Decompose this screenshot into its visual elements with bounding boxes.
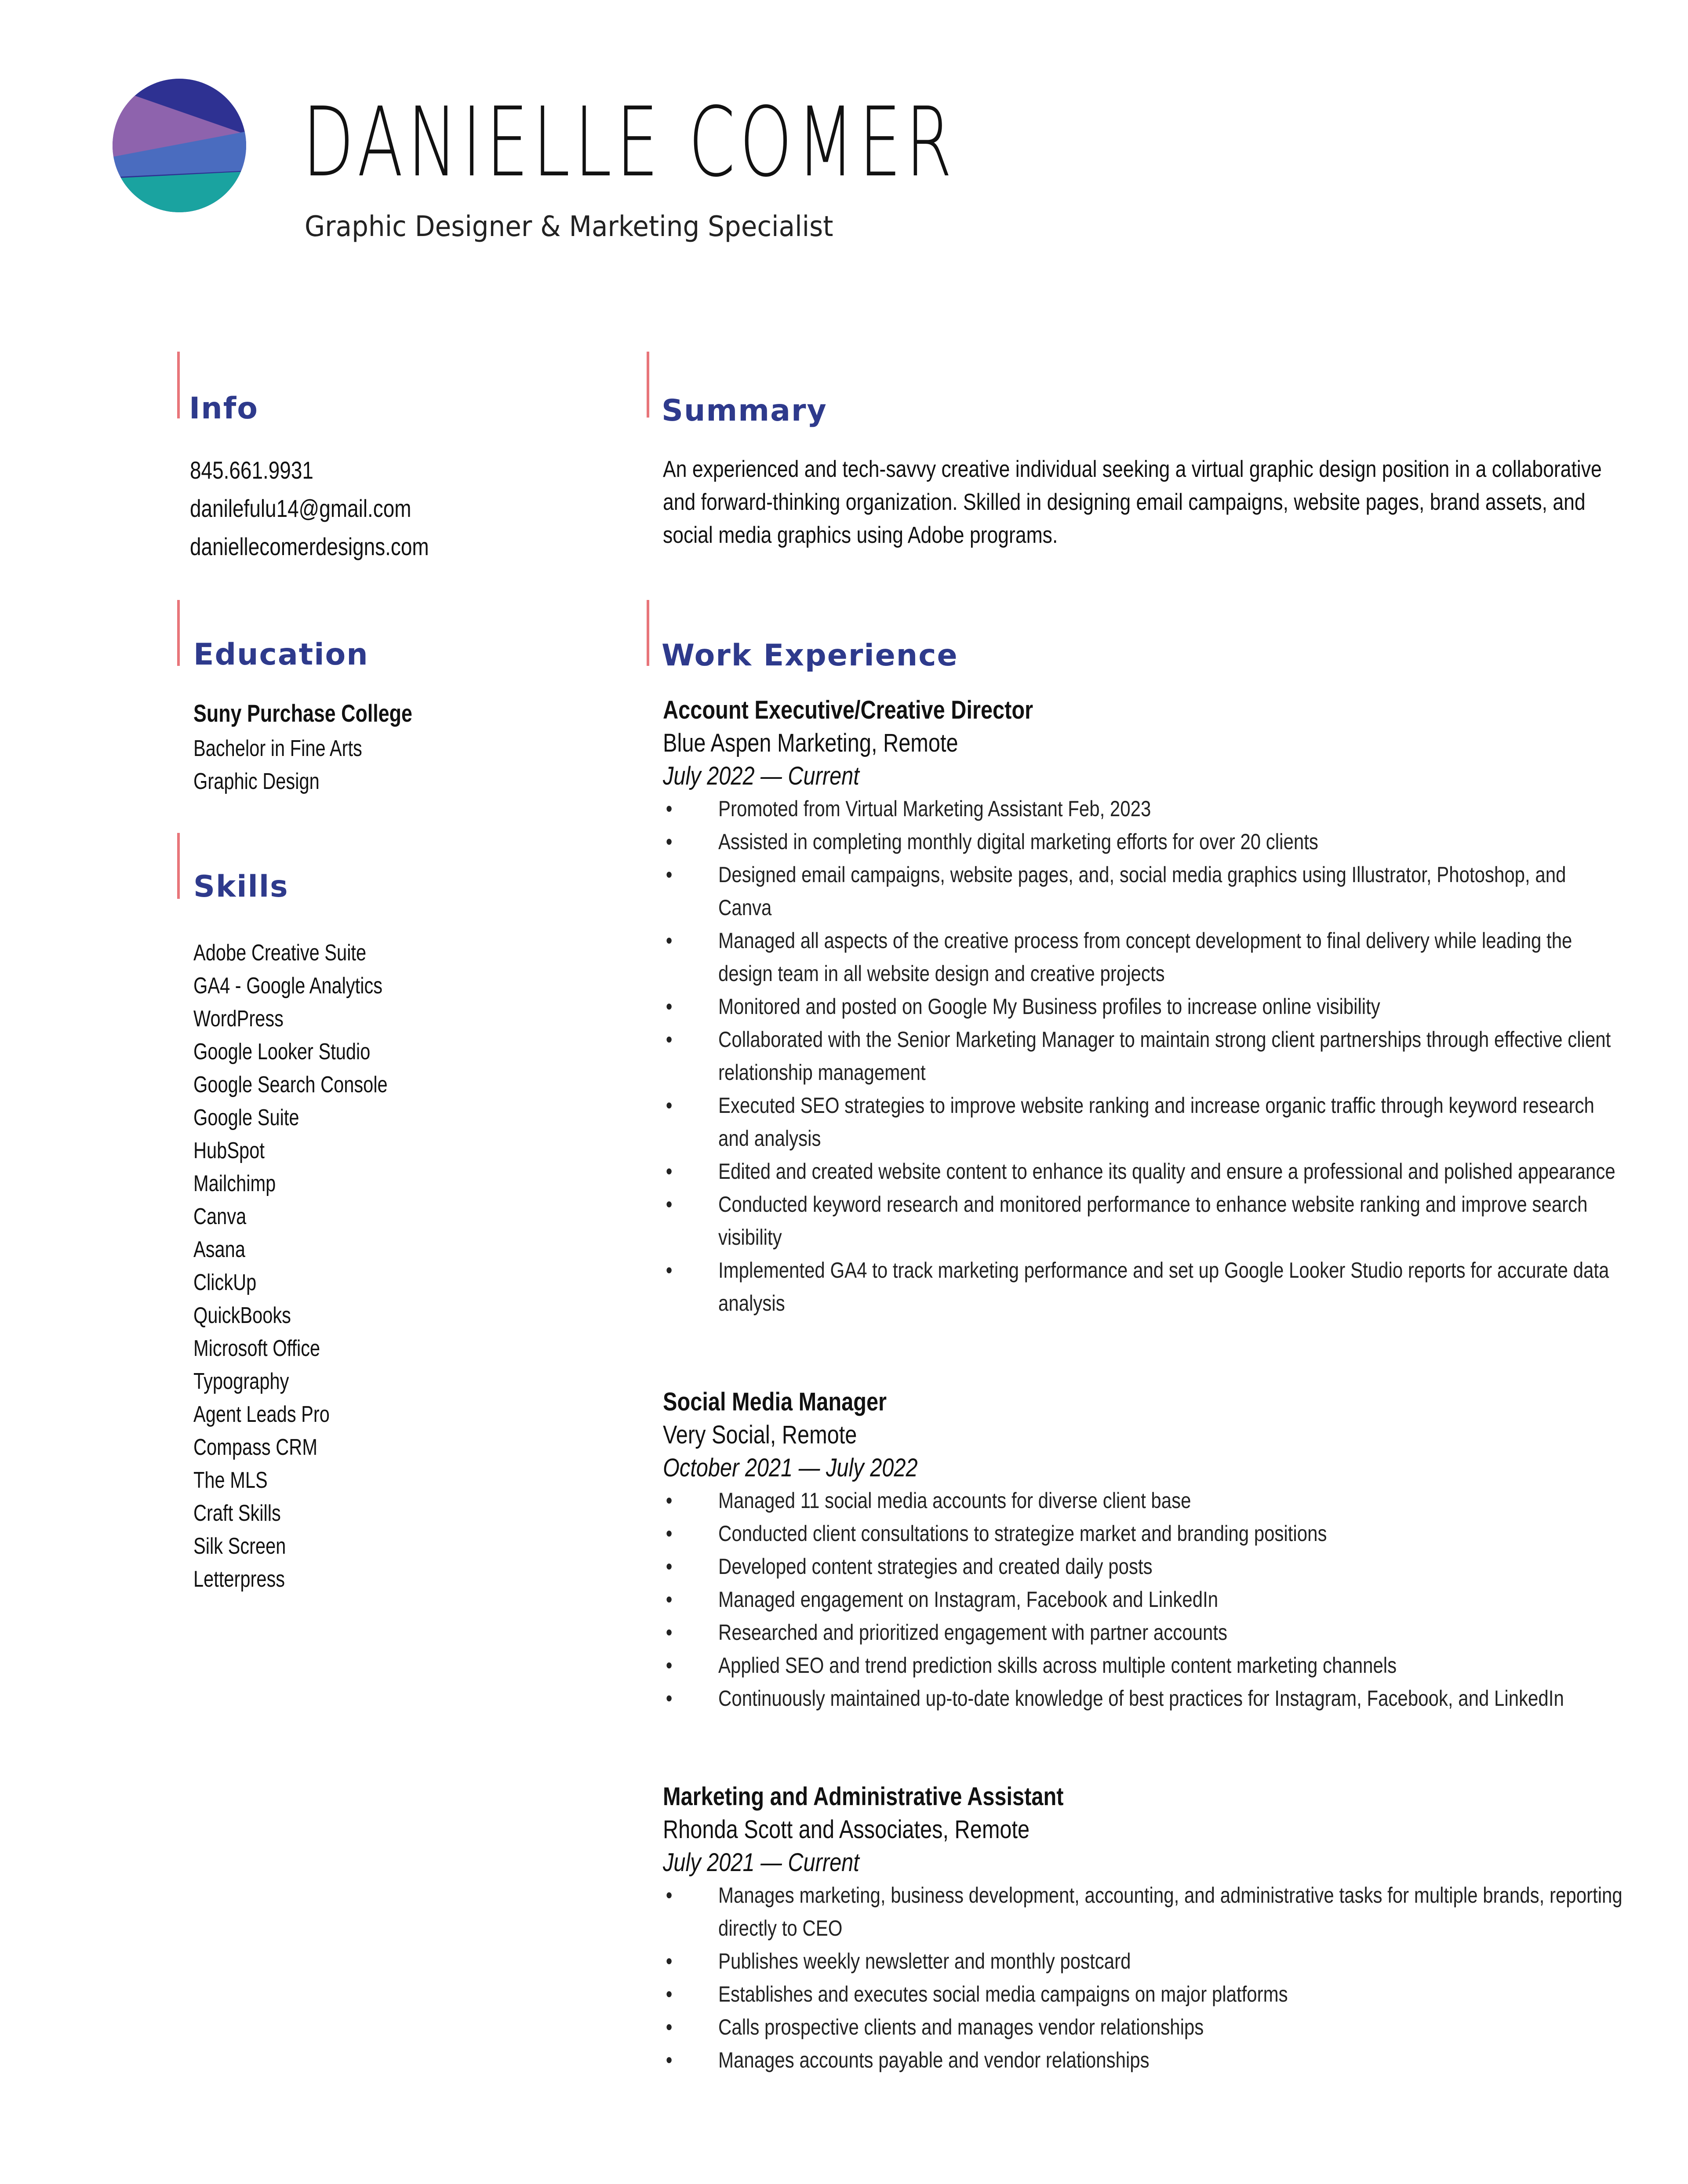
list-item: • Continuously maintained up-to-date knowledge of best practices for Instagram, Facebook, and LinkedIn xyxy=(666,1686,1564,1711)
education-major: Graphic Design xyxy=(193,769,320,794)
list-item: • Executed SEO strategies to improve website ranking and increase organic traffic through keyword research and analysis xyxy=(666,1093,1594,1151)
skill-item: ClickUp xyxy=(193,1270,257,1295)
logo-band-teal xyxy=(110,171,249,213)
education-accent-bar xyxy=(177,600,180,666)
job-entry xyxy=(663,1780,1623,2077)
list-item: • Calls prospective clients and manages vendor relationships xyxy=(666,2015,1204,2039)
job-bullets xyxy=(663,1879,1623,2077)
education-school: Suny Purchase College xyxy=(193,699,412,727)
job-title: Social Media Manager xyxy=(663,1388,887,1416)
info-heading: Info xyxy=(189,391,259,426)
list-item: • Managed engagement on Instagram, Facebook and LinkedIn xyxy=(666,1587,1219,1612)
list-item: • Implemented GA4 to track marketing performance and set up Google Looker Studio reports for accurate data analysis xyxy=(666,1258,1609,1315)
list-item: • Managed all aspects of the creative process from concept development to final delivery while leading the design team in all website design and creative projects xyxy=(666,928,1572,986)
skill-item: Google Looker Studio xyxy=(193,1039,371,1065)
skill-item: Asana xyxy=(193,1237,245,1262)
skill-item: Canva xyxy=(193,1204,247,1229)
striped-circle-logo-icon xyxy=(110,78,249,213)
skills-accent-bar xyxy=(177,833,180,899)
job-title: Marketing and Administrative Assistant xyxy=(663,1782,1064,1811)
summary-heading: Summary xyxy=(662,393,827,428)
list-item: • Researched and prioritized engagement with partner accounts xyxy=(666,1620,1228,1645)
job-bullets xyxy=(663,1484,1623,1715)
list-item: • Manages marketing, business development, accounting, and administrative tasks for multiple brands, reporting directly to CEO xyxy=(666,1883,1623,1941)
education-degree: Bachelor in Fine Arts xyxy=(193,736,362,761)
skills-heading: Skills xyxy=(193,869,289,904)
job-dates: July 2021 — Current xyxy=(663,1848,859,1877)
list-item: • Conducted client consultations to strategize market and branding positions xyxy=(666,1521,1327,1546)
skill-item: Microsoft Office xyxy=(193,1336,320,1361)
skill-item: Craft Skills xyxy=(193,1501,281,1526)
skill-item: Google Suite xyxy=(193,1105,299,1130)
info-accent-bar xyxy=(177,352,180,418)
skill-item: Silk Screen xyxy=(193,1534,286,1559)
skill-item: The MLS xyxy=(193,1468,268,1493)
job-company: Very Social, Remote xyxy=(663,1421,857,1449)
list-item: • Collaborated with the Senior Marketing Manager to maintain strong client partnerships through effective client relationship management xyxy=(666,1027,1611,1085)
email-address: danilefulu14@gmail.com xyxy=(190,494,411,522)
website-url: daniellecomerdesigns.com xyxy=(190,533,429,560)
work-accent-bar xyxy=(647,600,649,666)
list-item: • Monitored and posted on Google My Business profiles to increase online visibility xyxy=(666,994,1380,1019)
summary-text: An experienced and tech-savvy creative individual seeking a virtual graphic design position in a collaborative and forward-thinking organization. Skilled in designing email campaigns, website pages, brand assets, and social media graphics using Adobe programs. xyxy=(663,456,1602,548)
skill-item: Mailchimp xyxy=(193,1171,276,1196)
list-item: • Manages accounts payable and vendor relationships xyxy=(666,2048,1150,2072)
skill-item: Adobe Creative Suite xyxy=(193,940,367,966)
education-heading: Education xyxy=(193,637,369,672)
list-item: • Edited and created website content to enhance its quality and ensure a professional and polished appearance xyxy=(666,1159,1615,1184)
job-dates: July 2022 — Current xyxy=(663,762,859,790)
job-title: Account Executive/Creative Director xyxy=(663,696,1033,724)
list-item: • Establishes and executes social media campaigns on major platforms xyxy=(666,1982,1288,2006)
list-item: • Conducted keyword research and monitored performance to enhance website ranking and improve search visibility xyxy=(666,1192,1588,1250)
summary-accent-bar xyxy=(647,352,649,418)
skill-item: GA4 - Google Analytics xyxy=(193,973,383,999)
skill-item: Google Search Console xyxy=(193,1072,388,1097)
list-item: • Designed email campaigns, website pages, and, social media graphics using Illustrator, Photoshop, and Canva xyxy=(666,862,1566,920)
skill-item: Typography xyxy=(193,1369,289,1394)
list-item: • Managed 11 social media accounts for diverse client base xyxy=(666,1488,1191,1513)
job-bullets xyxy=(663,792,1623,1320)
job-entry xyxy=(663,694,1623,1320)
job-company: Blue Aspen Marketing, Remote xyxy=(663,729,958,757)
job-entry xyxy=(663,1385,1623,1715)
list-item: • Promoted from Virtual Marketing Assistant Feb, 2023 xyxy=(666,796,1151,821)
skill-item: QuickBooks xyxy=(193,1303,291,1328)
list-item: • Applied SEO and trend prediction skills across multiple content marketing channels xyxy=(666,1653,1397,1678)
job-company: Rhonda Scott and Associates, Remote xyxy=(663,1815,1030,1844)
work-heading: Work Experience xyxy=(662,638,958,673)
skill-item: WordPress xyxy=(193,1006,284,1032)
candidate-tagline: Graphic Designer & Marketing Specialist xyxy=(305,211,833,243)
job-dates: October 2021 — July 2022 xyxy=(663,1454,918,1482)
list-item: • Developed content strategies and created daily posts xyxy=(666,1554,1153,1579)
candidate-name: DANIELLE COMER xyxy=(302,87,957,198)
skill-item: Letterpress xyxy=(193,1566,285,1592)
skill-item: Compass CRM xyxy=(193,1435,317,1460)
phone-number: 845.661.9931 xyxy=(190,456,313,484)
list-item: • Publishes weekly newsletter and monthly postcard xyxy=(666,1949,1131,1973)
skill-item: HubSpot xyxy=(193,1138,265,1163)
list-item: • Assisted in completing monthly digital marketing efforts for over 20 clients xyxy=(666,829,1318,854)
skill-item: Agent Leads Pro xyxy=(193,1402,330,1427)
